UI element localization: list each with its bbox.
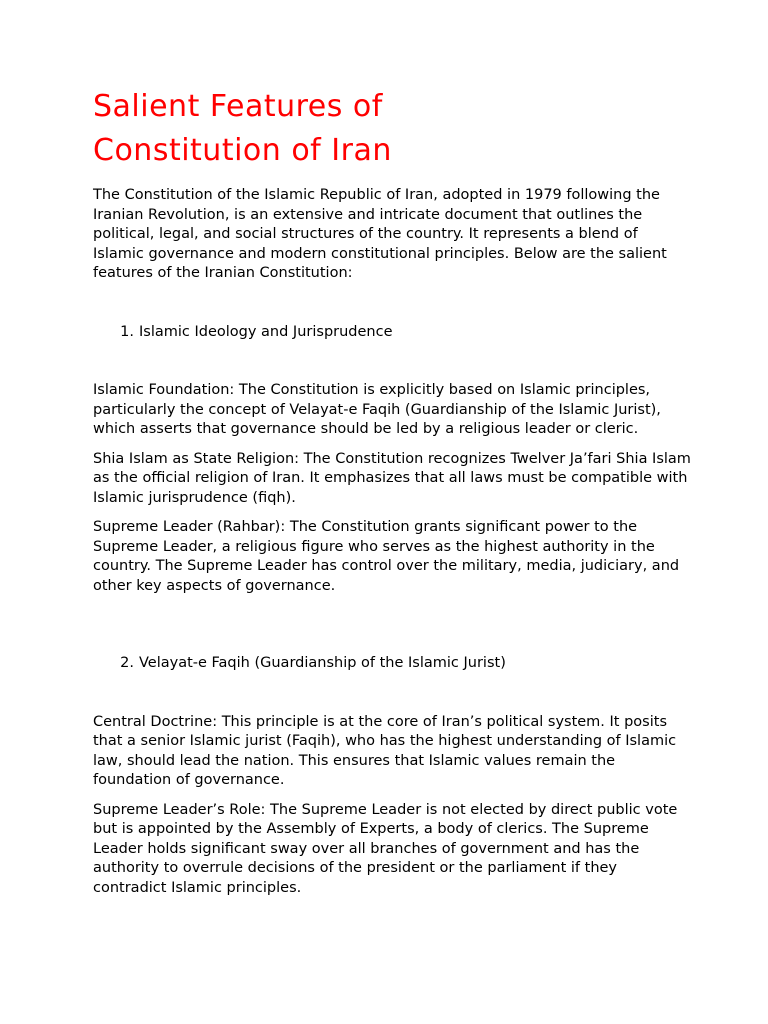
title-line-1: Salient Features of xyxy=(93,89,383,124)
section-number: 1. xyxy=(120,323,134,340)
section-heading xyxy=(93,323,693,343)
body-paragraph: Supreme Leader (Rahbar): The Constitution grants significant power to the Supreme Leader, a religious figure who serves as the highest authority in the country. The Supreme Leader has control over the military, media, judiciary, and other key aspects of governance. xyxy=(93,519,680,594)
body-paragraph: Central Doctrine: This principle is at the core of Iran’s political system. It posits that a senior Islamic jurist (Faqih), who has the highest understanding of Islamic law, should lead the nation. This ensures that Islamic values remain the foundation of governance. xyxy=(93,713,677,788)
document-page xyxy=(93,85,693,898)
section-heading xyxy=(93,654,693,674)
section-heading-text: Velayat-e Faqih (Guardianship of the Islamic Jurist) xyxy=(139,655,506,671)
section-heading-text: Islamic Ideology and Jurisprudence xyxy=(139,323,393,340)
body-paragraph: Supreme Leader’s Role: The Supreme Leader is not elected by direct public vote but is appointed by the Assembly of Experts, a body of clerics. The Supreme Leader holds significant sway over all branches of government and has the authority to overrule decisions of the president or the parliament if they contradict Islamic principles. xyxy=(93,801,678,896)
section-number: 2. xyxy=(120,655,134,671)
body-paragraph: Islamic Foundation: The Constitution is explicitly based on Islamic principles, particularly the concept of Velayat-e Faqih (Guardianship of the Islamic Jurist), which asserts that governance should be led by a religious leader or cleric. xyxy=(93,382,661,437)
document-title xyxy=(93,85,693,173)
body-paragraph: Shia Islam as State Religion: The Constitution recognizes Twelver Ja’fari Shia Islam as the official religion of Iran. It emphasizes that all laws must be compatible with Islamic jurisprudence (fiqh). xyxy=(93,450,691,506)
title-line-2: Constitution of Iran xyxy=(93,133,392,168)
intro-paragraph: The Constitution of the Islamic Republic of Iran, adopted in 1979 following the Iranian Revolution, is an extensive and intricate document that outlines the political, legal, and social structures of the country. It represents a blend of Islamic governance and modern constitutional principles. Below are the salient features of the Iranian Constitution: xyxy=(93,187,667,281)
